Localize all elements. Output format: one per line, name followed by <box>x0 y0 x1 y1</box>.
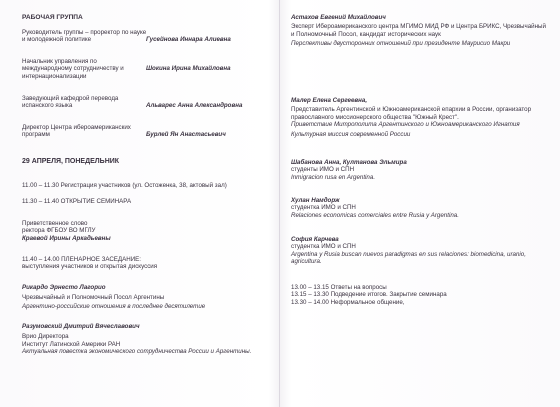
speaker-topic: Inmigracion rusa en Argentina. <box>291 173 376 181</box>
speaker-name: Хулан Намдорж <box>291 197 340 204</box>
speaker-topic-2: Культурная миссия современной России <box>291 130 411 138</box>
page-fold <box>279 0 280 407</box>
speaker-5 <box>291 159 546 181</box>
speaker-2 <box>22 323 272 356</box>
welcome-line-2: ректора ФГБОУ ВО МГЛУ <box>22 227 96 235</box>
group-member-role: Руководитель группы – проректор по науке и молодежной политике <box>22 29 147 44</box>
opening-item: 11.30 – 11.40 ОТКРЫТИЕ СЕМИНАРА <box>22 198 132 205</box>
group-member-role: Заведующий кафедрой перевода испанского языка <box>22 95 119 110</box>
plenary-line-1: 11.40 – 14.00 ПЛЕНАРНОЕ ЗАСЕДАНИЕ: <box>22 256 141 263</box>
closing-schedule <box>291 284 546 306</box>
informal-item: 13.30 – 14.00 Неформальное общение, <box>291 298 405 306</box>
speaker-role: студентка ИМО и СПН <box>291 204 356 212</box>
qa-item: 13.00 – 13.15 Ответы на вопросы <box>291 284 387 291</box>
speaker-role: Представитель Аргентинской и Южноамериканской епархии в России, организатор православного миссионерского общества "Южный Крест". <box>291 106 532 121</box>
welcome-line-1: Приветственное слово <box>22 220 88 227</box>
speaker-7 <box>291 236 546 266</box>
speaker-topic: Перспективы двусторонних отношений при президенте Маурисио Макри <box>291 40 511 48</box>
group-member-name: Бурлей Ян Анастасьевич <box>146 131 226 138</box>
speaker-topic: Argentina y Rusia buscan nuevos paradigmas en sus relaciones: biomedicina, uranio, agricultura. <box>291 250 526 266</box>
speaker-topic: Аргентино-российские отношения в последнее десятилетие <box>22 302 206 310</box>
welcome-name: Краевой Ирины Аркадьевны <box>22 234 111 242</box>
speaker-role: Врио Директора <box>22 333 69 341</box>
speaker-topic: Relaciones economicas comerciales entre Rusia y Argentina. <box>291 211 459 219</box>
speaker-role: студенты ИМО и СПН <box>291 166 355 174</box>
group-member-name: Гусейнова Иннара Алиевна <box>146 36 231 43</box>
speaker-3 <box>291 14 546 48</box>
speaker-name: Шабанова Анна, Култанова Эльмира <box>291 159 407 166</box>
working-group-title: РАБОЧАЯ ГРУППА <box>22 14 83 21</box>
speaker-role: Чрезвычайный и Полномочный Посол Аргентины <box>22 294 165 302</box>
speaker-name: Малер Елена Сергеевна, <box>291 97 368 104</box>
speaker-name: София Карчева <box>291 236 339 243</box>
speaker-1 <box>22 284 272 310</box>
day-title: 29 АПРЕЛЯ, ПОНЕДЕЛЬНИК <box>22 158 120 165</box>
speaker-6 <box>291 197 546 219</box>
plenary-block <box>22 256 272 271</box>
speaker-name: Разумовский Дмитрий Вячеславович <box>22 323 140 330</box>
closing-item: 13.15 – 13.30 Подведение итогов. Закрытие семинара <box>291 291 447 299</box>
speaker-role: студентка ИМО и СПН <box>291 243 356 251</box>
group-member-name: Альварес Анна Александровна <box>146 102 243 109</box>
speaker-org: Институт Латинской Америки РАН <box>22 340 121 348</box>
speaker-name: Рикардо Эрнесто Лагорио <box>22 284 106 291</box>
speaker-name: Астахов Евгений Михайлович <box>291 14 386 21</box>
plenary-line-2: выступления участников и открытая дискуссия <box>22 263 158 271</box>
group-member-name: Шокина Ирина Михайловна <box>146 65 231 72</box>
welcome-block <box>22 220 272 242</box>
group-member-role: Директор Центра ибероамериканских программ <box>22 124 131 139</box>
speaker-role: Эксперт Ибероамериканского центра МГИМО МИД РФ и Центра БРИКС, Чрезвычайный и Полномочный Посол, кандидат исторических наук <box>291 23 546 38</box>
registration-item: 11.00 – 11.30 Регистрация участников (ул. Остоженка, 38, актовый зал) <box>22 182 227 189</box>
speaker-topic: Приветствие Митрополита Аргентинского и Южноамериканского Игнатия <box>291 121 520 129</box>
speaker-4 <box>291 97 546 138</box>
group-member-role: Начальник управления по международному сотрудничеству и интернационализации <box>22 58 124 80</box>
speaker-topic: Актуальная повестка экономического сотрудничества России и Аргентины. <box>22 348 252 356</box>
